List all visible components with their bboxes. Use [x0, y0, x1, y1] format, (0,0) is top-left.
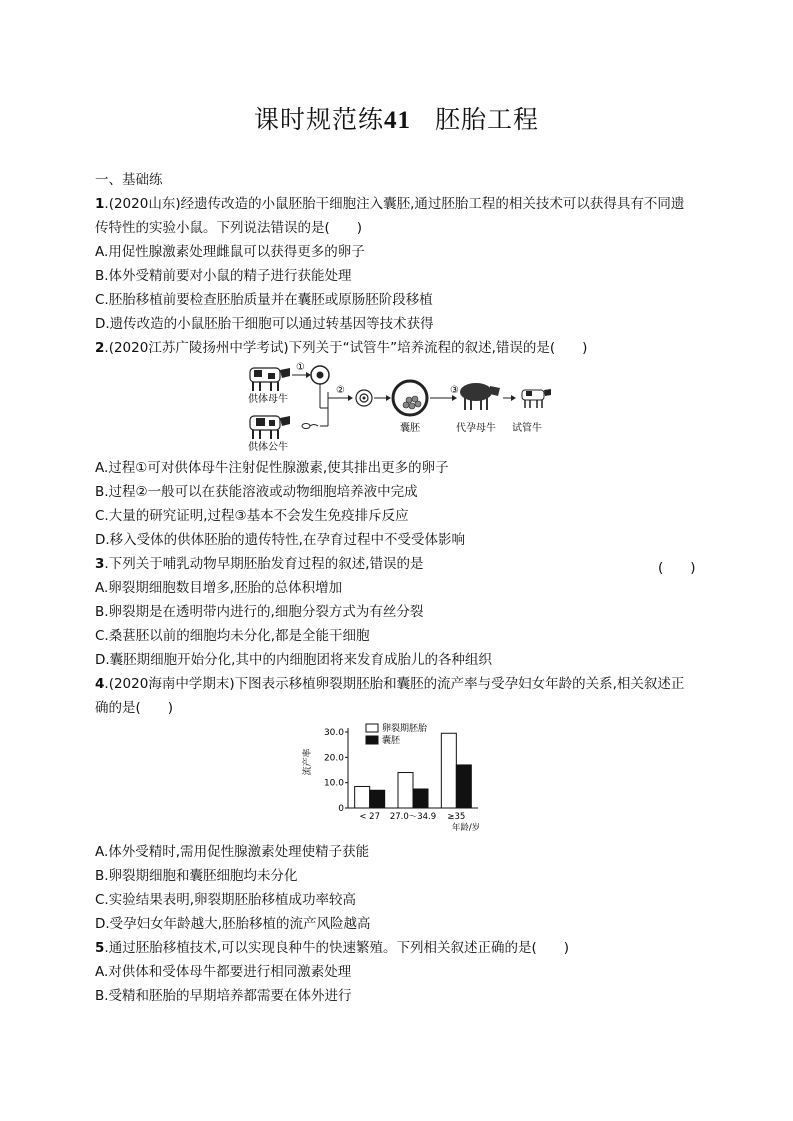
x-tick-label: ≥35 [447, 812, 466, 822]
q4-option-c: C.实验结果表明,卵裂期胚胎移植成功率较高 [95, 892, 357, 908]
abortion-rate-bar-chart [300, 722, 490, 834]
q4-option-d: D.受孕妇女年龄越大,胚胎移植的流产风险越高 [95, 916, 371, 932]
q3-option-d: D.囊胚期细胞开始分化,其中的内细胞团将来发育成胎儿的各种组织 [95, 652, 492, 668]
blastocyst-icon [393, 381, 427, 415]
q4-stem-line1 [95, 676, 684, 692]
q3-answer-paren: ( ) [658, 560, 696, 576]
q1-option-b: B.体外受精前要对小鼠的精子进行获能处理 [95, 268, 352, 284]
sperm-icon [302, 424, 318, 429]
bar-blastocyst [413, 789, 428, 808]
y-tick-label: 20.0 [323, 753, 344, 764]
q2-option-a: A.过程①可对供体母牛注射促性腺激素,使其排出更多的卵子 [95, 460, 449, 476]
egg-cell-icon [311, 366, 329, 384]
bar-cleavage [398, 773, 413, 808]
legend-label: 卵裂期胚胎 [382, 724, 428, 734]
legend-swatch [366, 736, 378, 744]
legend-label: 囊胚 [382, 736, 401, 746]
step2-label: ② [336, 385, 345, 396]
q2-stem [95, 340, 587, 356]
legend-swatch [366, 724, 378, 732]
q5-option-a: A.对供体和受体母牛都要进行相同激素处理 [95, 964, 352, 980]
q1-option-a: A.用促性腺激素处理雌鼠可以获得更多的卵子 [95, 244, 365, 260]
q1-option-d: D.遗传改造的小鼠胚胎干细胞可以通过转基因等技术获得 [95, 316, 434, 332]
ivf-flow-diagram [240, 358, 560, 458]
y-tick-label: 10.0 [323, 778, 344, 789]
x-tick-label: 27.0～34.9 [389, 812, 437, 822]
q5-number: 5 [95, 940, 105, 956]
bar-blastocyst [370, 790, 385, 808]
title-suffix: 胚胎工程 [435, 105, 540, 134]
q1-option-c: C.胚胎移植前要检查胚胎质量并在囊胚或原肠胚阶段移植 [95, 292, 433, 308]
test-tube-calf-label: 试管牛 [512, 423, 542, 434]
q1-stem-line2: 传特性的实验小鼠。下列说法错误的是( ) [95, 220, 363, 236]
y-tick-label: 0 [338, 804, 344, 814]
q4-stem-text: .(2020海南中学期末)下图表示移植卵裂期胚胎和囊胚的流产率与受孕妇女年龄的关系,相关叙述正 [104, 676, 685, 692]
q5-stem [95, 940, 569, 956]
q4-option-b: B.卵裂期细胞和囊胚细胞均未分化 [95, 868, 298, 884]
q2-option-c: C.大量的研究证明,过程③基本不会发生免疫排斥反应 [95, 508, 409, 524]
title-number: 41 [384, 107, 411, 134]
q3-option-b: B.卵裂期是在透明带内进行的,细胞分裂方式为有丝分裂 [95, 604, 424, 620]
q4-number: 4 [95, 676, 105, 692]
x-tick-label: < 27 [359, 812, 380, 822]
title-prefix: 课时规范练 [253, 105, 384, 134]
x-axis-label: 年龄/岁 [451, 823, 481, 833]
surrogate-label: 代孕母牛 [456, 423, 496, 434]
q2-stem-text: .(2020江苏广陵扬州中学考试)下列关于“试管牛”培养流程的叙述,错误的是( ) [104, 340, 588, 356]
q3-stem [95, 556, 424, 572]
section-heading: 一、基础练 [95, 172, 163, 188]
q4-stem-line2: 确的是( ) [95, 700, 174, 716]
q2-option-b: B.过程②一般可以在获能溶液或动物细胞培养液中完成 [95, 484, 418, 500]
bar-cleavage [441, 733, 456, 808]
blastocyst-label: 囊胚 [400, 423, 420, 434]
q2-number: 2 [95, 340, 105, 356]
bar-blastocyst [456, 765, 471, 808]
q3-number: 3 [95, 556, 105, 572]
q3-stem-text: .下列关于哺乳动物早期胚胎发育过程的叙述,错误的是 [104, 556, 424, 572]
q3-option-c: C.桑葚胚以前的细胞均未分化,都是全能干细胞 [95, 628, 370, 644]
q1-stem-text: .(2020山东)经遗传改造的小鼠胚胎干细胞注入囊胚,通过胚胎工程的相关技术可以获得具有不同遗 [104, 196, 685, 212]
donor-bull-icon [250, 416, 290, 439]
donor-cow-label: 供体母牛 [248, 394, 288, 405]
q5-stem-text: .通过胚胎移植技术,可以实现良种牛的快速繁殖。下列相关叙述正确的是( ) [104, 940, 570, 956]
step1-label: ① [296, 362, 305, 373]
step3-label: ③ [450, 385, 459, 396]
q2-option-d: D.移入受体的供体胚胎的遗传特性,在孕育过程中不受受体影响 [95, 532, 465, 548]
y-tick-label: 30.0 [323, 728, 344, 738]
bar-cleavage [355, 786, 370, 808]
q1-stem-line1 [95, 196, 684, 212]
surrogate-cow-icon [460, 383, 500, 410]
donor-bull-label: 供体公牛 [248, 442, 288, 453]
q4-option-a: A.体外受精时,需用促性腺激素处理使精子获能 [95, 844, 370, 860]
zygote-icon [356, 390, 372, 406]
test-tube-calf-icon [522, 389, 551, 408]
q1-number: 1 [95, 196, 105, 212]
q5-option-b: B.受精和胚胎的早期培养都需要在体外进行 [95, 988, 352, 1004]
page-title [0, 100, 793, 136]
y-axis-label: 流产率 [303, 748, 313, 776]
q3-option-a: A.卵裂期细胞数目增多,胚胎的总体积增加 [95, 580, 343, 596]
donor-cow-icon [250, 368, 290, 391]
